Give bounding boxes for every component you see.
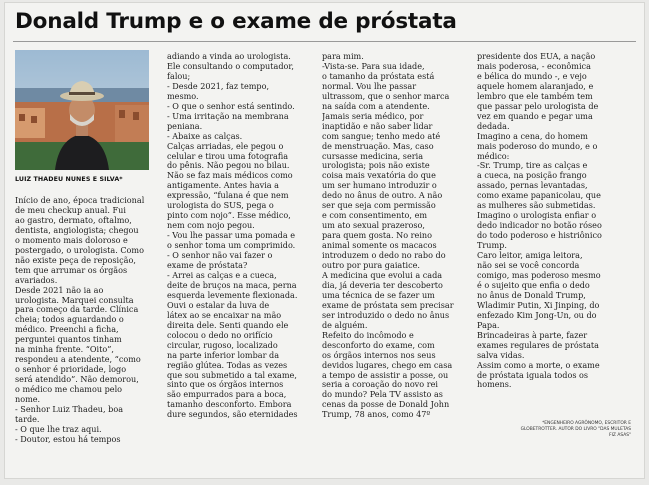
article-text-line: dedo indicador no botão róseo <box>477 220 602 231</box>
article-column-3 <box>322 52 468 474</box>
article-text-line: devidos lugares, chego em casa <box>322 359 453 370</box>
article-text-line: - Doutor, estou há tempos <box>15 433 121 444</box>
author-footnote <box>495 421 631 439</box>
article-text-line: cheia; todos aguardando o <box>15 314 124 325</box>
author-photo <box>15 50 149 170</box>
article-text-line: dedada. <box>477 120 510 131</box>
article-text-line: tem que arrumar os órgãos <box>15 264 128 275</box>
article-text-line: Papa. <box>477 319 500 330</box>
article-text-line: - Arrei as calças e a cueca, <box>167 269 277 280</box>
article-text-line: no ânus de Donald Trump, <box>477 289 586 300</box>
article-text-line: Wladimir Putin, Xi Jinping, do <box>477 299 600 310</box>
article-text-line: Jamais seria médico, por <box>322 110 424 121</box>
article-text-line: uma técnica de se fazer um <box>322 289 435 300</box>
article-text-line: nem com nojo pegou. <box>167 220 255 231</box>
article-text-line: avariados. <box>15 274 58 285</box>
article-text-line: mais poderosa, - econômica <box>477 60 591 71</box>
article-text-line: médico. Preenchi a ficha, <box>15 324 119 335</box>
article-text-line: assado, pernas levantadas, <box>477 180 588 191</box>
article-text-line: Ele consultando o computador, <box>167 60 294 71</box>
article-text-line: não sei se você concorda <box>477 260 580 271</box>
article-column-1 <box>15 196 157 476</box>
article-text-line: de alguém. <box>322 319 368 330</box>
article-text-line: pinto com nojo”. Esse médico, <box>167 210 291 221</box>
article-text-line: Imagino a cena, do homem <box>477 130 588 141</box>
article-text-line: - Abaixe as calças. <box>167 130 243 141</box>
article-text-line: de menstruação. Mas, caso <box>322 140 434 151</box>
article-text-line: de próstata iguala todos os <box>477 369 589 380</box>
article-text-line: mais poderoso do mundo, e o <box>477 140 598 151</box>
article-text-line: o médico me chamou pelo <box>15 384 123 395</box>
article-text-line: ultrassom, que o senhor marca <box>322 90 450 101</box>
article-text-line: não existe peça de reposição, <box>15 254 136 265</box>
article-text-line: é o sujeito que enfia o dedo <box>477 279 590 290</box>
article-text-line: tamanho desconforto. Embora <box>167 399 292 410</box>
article-text-line: antigamente. Antes havia a <box>167 180 280 191</box>
article-text-line: enfezado Kim Jong-Un, ou do <box>477 309 597 320</box>
article-text-line: exames regulares de próstata <box>477 339 599 350</box>
article-text-line: falou; <box>167 70 191 81</box>
article-text-line: presidente dos EUA, a nação <box>477 52 596 61</box>
article-text-line: para quem gosta. No reino <box>322 230 432 241</box>
article-text-line: látex ao se encaixar na mão <box>167 309 282 320</box>
article-text-line: na minha frente. “Oito”, <box>15 344 114 355</box>
article-text-line: Refeito do incômodo e <box>322 329 414 340</box>
article-text-line: coisa mais vexatória do que <box>322 170 436 181</box>
article-text-line: - O que lhe traz aqui. <box>15 423 102 434</box>
article-text-line: Imagino o urologista enfiar o <box>477 210 597 221</box>
article-text-line: Início de ano, época tradicional <box>15 196 145 205</box>
article-text-line: o senhor é prioridade, logo <box>15 364 127 375</box>
article-text-line: vez em quando e pegar uma <box>477 110 593 121</box>
article-text-line: ser introduzido o dedo no ânus <box>322 309 450 320</box>
headline-rule <box>13 41 636 42</box>
article-text-line: o momento mais doloroso e <box>15 234 128 245</box>
article-text-line: animal somente os macacos <box>322 240 437 251</box>
article-text-line: o senhor toma um comprimido. <box>167 240 296 251</box>
article-text-line: aquele homem alaranjado, e <box>477 80 594 91</box>
footnote-line: *ENGENHEIRO AGRÔNOMO, ESCRITOR E <box>542 421 631 426</box>
article-text-line: urologista do SUS, pega o <box>167 200 274 211</box>
article-text-line: e com consentimento, em <box>322 210 428 221</box>
article-text-line: postergado, o urologista. Como <box>15 244 144 255</box>
article-text-line: cenas da posse de Donald John <box>322 399 450 410</box>
article-text-line: Trump, 78 anos, como 47º <box>322 409 431 420</box>
article-text-line: que passar pelo urologista de <box>477 100 599 111</box>
article-text-line: a cueca, na posição frango <box>477 170 587 181</box>
footnote-line: GLOBETROTTER. AUTOR DO LIVRO "DAS MULETAS <box>520 427 631 432</box>
article-column-4 <box>477 52 629 412</box>
article-text-line: comigo, mas poderoso mesmo <box>477 269 601 280</box>
article-text-line: são empurrados para a boca, <box>167 389 287 400</box>
article-text-line: um ato sexual prazeroso, <box>322 220 425 231</box>
article-text-line: Desde 2021 não ia ao <box>15 284 104 295</box>
article-text-line: dure segundos, são eternidades <box>167 409 298 420</box>
article-text-line: seria a coroação do novo rei <box>322 379 438 390</box>
article-text-line: urologista. Marquei consulta <box>15 294 134 305</box>
article-text-line: Assim como a morte, o exame <box>477 359 600 370</box>
article-text-line: introduzem o dedo no rabo do <box>322 250 446 261</box>
article-text-line: - O que o senhor está sentindo. <box>167 100 295 111</box>
article-text-line: tarde. <box>15 413 40 424</box>
article-text-line: o tamanho da próstata está <box>322 70 435 81</box>
article-text-line: com sangue; tenho medo até <box>322 130 441 141</box>
article-text-line: nome. <box>15 394 41 405</box>
article-text-line: na saída com a atendente. <box>322 100 430 111</box>
headline: Donald Trump e o exame de próstata <box>15 9 457 34</box>
article-text-line: que sou submetido a tal exame, <box>167 369 297 380</box>
article-text-line: Caro leitor, amiga leitora, <box>477 250 583 261</box>
footnote-line: FIZ ASAS" <box>609 433 631 438</box>
article-text-line: - Senhor Luiz Thadeu, boa <box>15 404 124 415</box>
article-text-line: -Vista-se. Para sua idade, <box>322 60 425 71</box>
article-text-line: inaptidão e não saber lidar <box>322 120 433 131</box>
article-text-line: urologista; pois não existe <box>322 160 430 171</box>
article-text-line: Não se faz mais médicos como <box>167 170 293 181</box>
article-text-line: salva vidas. <box>477 349 525 360</box>
article-text-line: dentista, angiologista; chegou <box>15 224 139 235</box>
article-text-line: as mulheres são submetidas. <box>477 200 596 211</box>
article-text-line: dedo no ânus de outro. A não <box>322 190 443 201</box>
article-text-line: médico: <box>477 150 510 161</box>
article-text-line: para mim. <box>322 52 364 61</box>
article-text-line: outro por pura gaiatice. <box>322 260 420 271</box>
article-text-line: - Desde 2021, faz tempo, <box>167 80 270 91</box>
article-text-line: sinto que os órgãos internos <box>167 379 284 390</box>
article-text-line: Trump. <box>477 240 507 251</box>
article-text-line: expressão, “fulana é que nem <box>167 190 289 201</box>
article-text-line: celular e tirou uma fotografia <box>167 150 289 161</box>
article-text-line: homens. <box>477 379 512 390</box>
article-text-line: região glútea. Todas as vezes <box>167 359 288 370</box>
article-text-line: na parte inferior lombar da <box>167 349 280 360</box>
article-text-line: normal. Vou lhe passar <box>322 80 417 91</box>
article-text-line: -Sr. Trump, tire as calças e <box>477 160 588 171</box>
article-text-line: direita dele. Senti quando ele <box>167 319 289 330</box>
article-text-line: do pênis. Não pegou no bilau. <box>167 160 290 171</box>
article-text-line: de meu checkup anual. Fui <box>15 204 126 215</box>
article-text-line: e bélica do mundo -, e vejo <box>477 70 587 81</box>
article-text-line: cursasse medicina, seria <box>322 150 424 161</box>
article-text-line: Calças arriadas, ele pegou o <box>167 140 284 151</box>
article-text-line: colocou o dedo no orifício <box>167 329 273 340</box>
article-text-line: será atendido”. Não demorou, <box>15 374 139 385</box>
article-text-line: exame de próstata? <box>167 260 248 271</box>
article-text-line: esquerda levemente flexionada. <box>167 289 298 300</box>
article-text-line: Ouvi o estalar da luva de <box>167 299 270 310</box>
article-text-line: mesmo. <box>167 90 199 101</box>
article-text-line: dia, já deveria ter descoberto <box>322 279 443 290</box>
article-text-line: deite de bruços na maca, perna <box>167 279 297 290</box>
article-text-line: exame de próstata sem precisar <box>322 299 454 310</box>
article-text-line: desconforto do exame, com <box>322 339 435 350</box>
article-text-line: os órgãos internos nos seus <box>322 349 436 360</box>
newspaper-page <box>4 2 645 479</box>
article-text-line: perguntei quantos tinham <box>15 334 122 345</box>
article-text-line: adiando a vinda ao urologista. <box>167 52 291 61</box>
article-text-line: - Vou lhe passar uma pomada e <box>167 230 296 241</box>
article-text-line: - Uma irritação na membrana <box>167 110 289 121</box>
article-text-line: lembro que ele também tem <box>477 90 593 101</box>
article-text-line: peniana. <box>167 120 203 131</box>
article-text-line: ao gastro, dermato, oftalmo, <box>15 214 132 225</box>
article-text-line: - O senhor não vai fazer o <box>167 250 273 261</box>
article-text-line: um ser humano introduzir o <box>322 180 437 191</box>
article-text-line: Brincadeiras à parte, fazer <box>477 329 588 340</box>
article-text-line: do todo poderoso e histriônico <box>477 230 602 241</box>
article-text-line: a tempo de assistir a posse, ou <box>322 369 449 380</box>
article-text-line: circular, rugoso, localizado <box>167 339 278 350</box>
article-text-line: respondeu a atendente, “como <box>15 354 141 365</box>
author-caption: LUIZ THADEU NUNES E SILVA* <box>15 176 123 183</box>
article-text-line: do mundo? Pela TV assisto as <box>322 389 443 400</box>
article-text-line: para começo da tarde. Clínica <box>15 304 139 315</box>
article-text-line: como exame papanicolau, que <box>477 190 601 201</box>
article-text-line: A medicina que evolui a cada <box>322 269 443 280</box>
article-text-line: ser que seja com permissão <box>322 200 436 211</box>
article-column-2 <box>167 52 313 474</box>
